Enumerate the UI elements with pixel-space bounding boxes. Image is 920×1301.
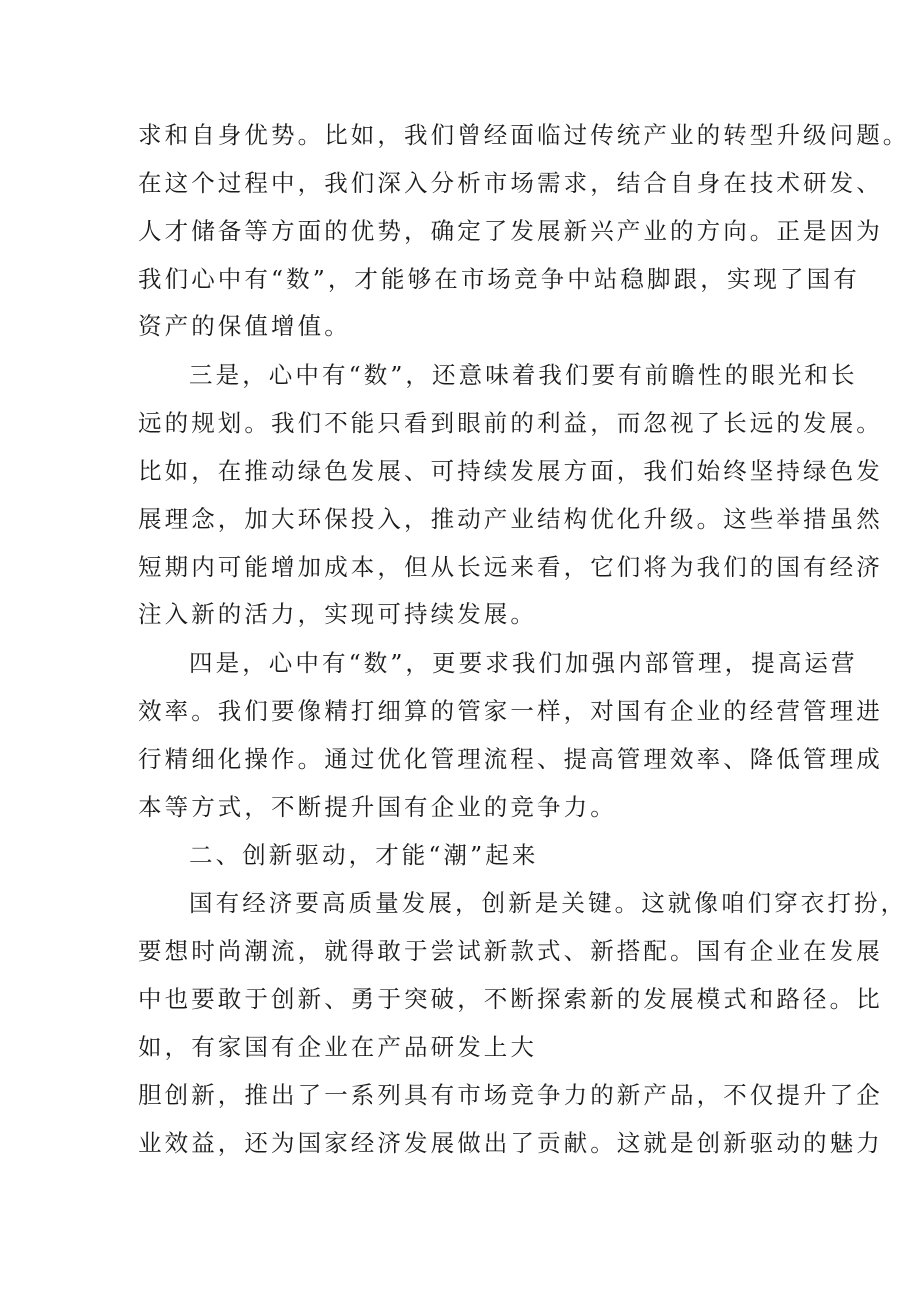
text-line: 求和自身优势。比如，我们曾经面临过传统产业的转型升级问题。 — [138, 121, 910, 149]
text-line: 本等方式，不断提升国有企业的竞争力。 — [138, 793, 617, 821]
text-line: 中也要敢于创新、勇于突破，不断探索新的发展模式和路径。比 — [138, 985, 883, 1013]
text-line: 资产的保值增值。 — [138, 312, 351, 340]
text-line: 比如，在推动绿色发展、可持续发展方面，我们始终坚持绿色发 — [138, 457, 883, 485]
text-line: 效率。我们要像精打细算的管家一样，对国有企业的经营管理进 — [138, 697, 883, 725]
text-line: 业效益，还为国家经济发展做出了贡献。这就是创新驱动的魅力 — [138, 1129, 883, 1157]
text-line: 我们心中有“数”，才能够在市场竞争中站稳脚跟，实现了国有 — [138, 265, 860, 293]
text-line: 行精细化操作。通过优化管理流程、提高管理效率、降低管理成 — [138, 745, 883, 773]
text-line: 人才储备等方面的优势，确定了发展新兴产业的方向。正是因为 — [138, 217, 883, 245]
section-heading: 二、创新驱动，才能“潮”起来 — [189, 841, 539, 869]
text-line: 要想时尚潮流，就得敢于尝试新款式、新搭配。国有企业在发展 — [138, 937, 883, 965]
paragraph-three-first-line: 三是，心中有“数”，还意味着我们要有前瞻性的眼光和长 — [189, 361, 858, 389]
text-line: 胆创新，推出了一系列具有市场竞争力的新产品，不仅提升了企 — [138, 1081, 883, 1109]
paragraph-innovation-first-line: 国有经济要高质量发展，创新是关键。这就像咱们穿衣打扮， — [189, 889, 908, 917]
text-line: 远的规划。我们不能只看到眼前的利益，而忽视了长远的发展。 — [138, 409, 883, 437]
text-line: 在这个过程中，我们深入分析市场需求，结合自身在技术研发、 — [138, 169, 883, 197]
text-line: 如，有家国有企业在产品研发上大 — [138, 1033, 537, 1061]
text-line: 短期内可能增加成本，但从长远来看，它们将为我们的国有经济 — [138, 553, 883, 581]
paragraph-four-first-line: 四是，心中有“数”，更要求我们加强内部管理，提高运营 — [189, 649, 858, 677]
text-line: 展理念，加大环保投入，推动产业结构优化升级。这些举措虽然 — [138, 505, 883, 533]
text-line: 注入新的活力，实现可持续发展。 — [138, 600, 537, 628]
